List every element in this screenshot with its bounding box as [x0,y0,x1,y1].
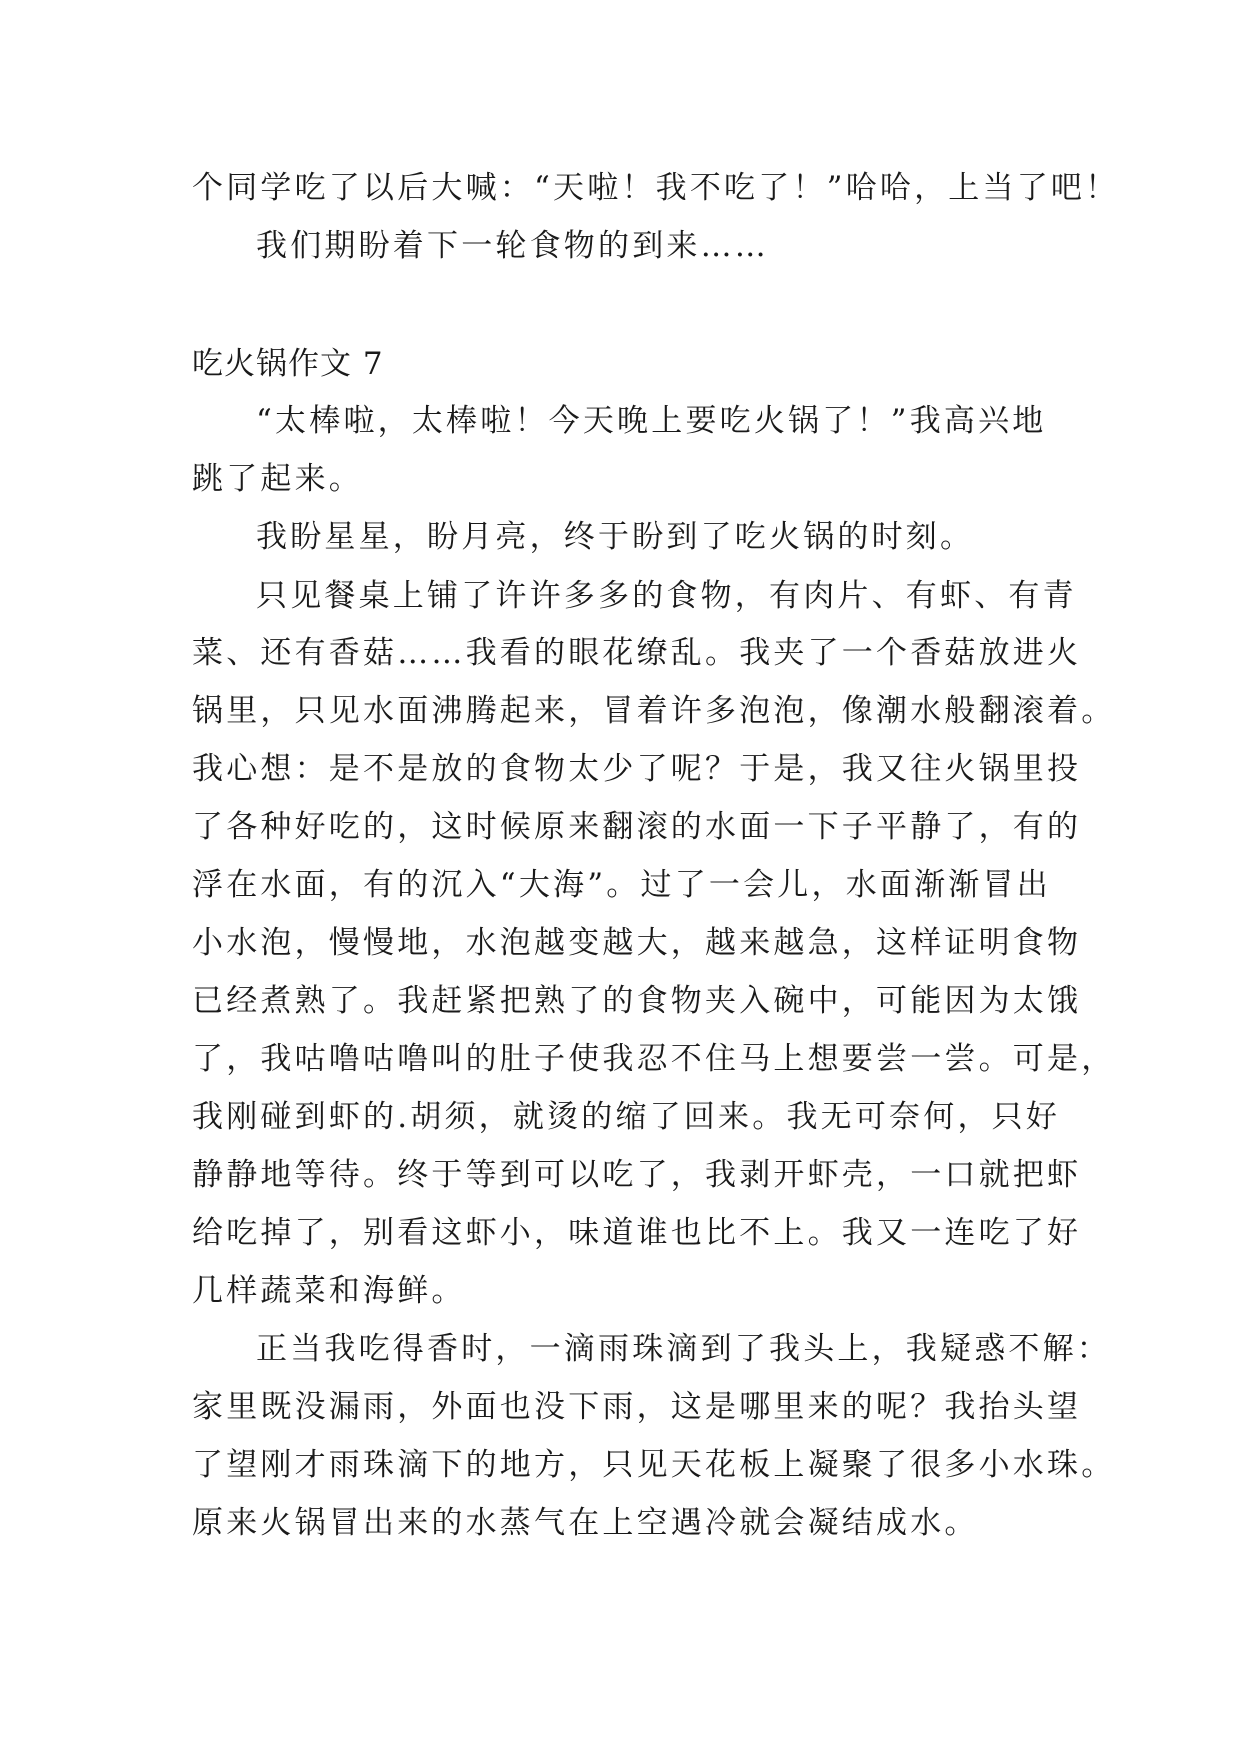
text-line: “太棒啦，太棒啦！今天晚上要吃火锅了！”我高兴地 [256,403,1047,439]
text-line: 我刚碰到虾的.胡须，就烫的缩了回来。我无可奈何，只好 [192,1099,1061,1135]
text-line: 我们期盼着下一轮食物的到来…… [256,228,769,264]
text-line: 给吃掉了，别看这虾小，味道谁也比不上。我又一连吃了好 [192,1215,1082,1251]
text-line: 锅里，只见水面沸腾起来，冒着许多泡泡，像潮水般翻滚着。 [192,693,1116,729]
text-line: 我盼星星，盼月亮，终于盼到了吃火锅的时刻。 [256,519,975,555]
text-line: 浮在水面，有的沉入“大海”。过了一会儿，水面渐渐冒出 [192,867,1051,903]
text-line: 家里既没漏雨，外面也没下雨，这是哪里来的呢？我抬头望 [192,1389,1082,1425]
text-line: 了，我咕噜咕噜叫的肚子使我忍不住马上想要尝一尝。可是， [192,1041,1116,1077]
text-line: 已经煮熟了。我赶紧把熟了的食物夹入碗中，可能因为太饿 [192,983,1082,1019]
text-line: 了各种好吃的，这时候原来翻滚的水面一下子平静了，有的 [192,809,1082,845]
text-line: 只见餐桌上铺了许许多多的食物，有肉片、有虾、有青 [256,578,1077,614]
section-heading: 吃火锅作文 7 [192,346,384,382]
text-line: 个同学吃了以后大喊：“天啦！我不吃了！”哈哈，上当了吧！ [192,170,1120,206]
text-line: 了望刚才雨珠滴下的地方，只见天花板上凝聚了很多小水珠。 [192,1447,1116,1483]
text-line: 我心想：是不是放的食物太少了呢？于是，我又往火锅里投 [192,751,1082,787]
text-line: 静静地等待。终于等到可以吃了，我剥开虾壳，一口就把虾 [192,1157,1082,1193]
text-line: 小水泡，慢慢地，水泡越变越大，越来越急，这样证明食物 [192,925,1082,961]
text-line: 正当我吃得香时，一滴雨珠滴到了我头上，我疑惑不解： [256,1331,1111,1367]
text-line: 原来火锅冒出来的水蒸气在上空遇冷就会凝结成水。 [192,1505,979,1541]
text-line: 菜、还有香菇……我看的眼花缭乱。我夹了一个香菇放进火 [192,635,1082,671]
text-line: 跳了起来。 [192,461,363,497]
text-line: 几样蔬菜和海鲜。 [192,1273,466,1309]
